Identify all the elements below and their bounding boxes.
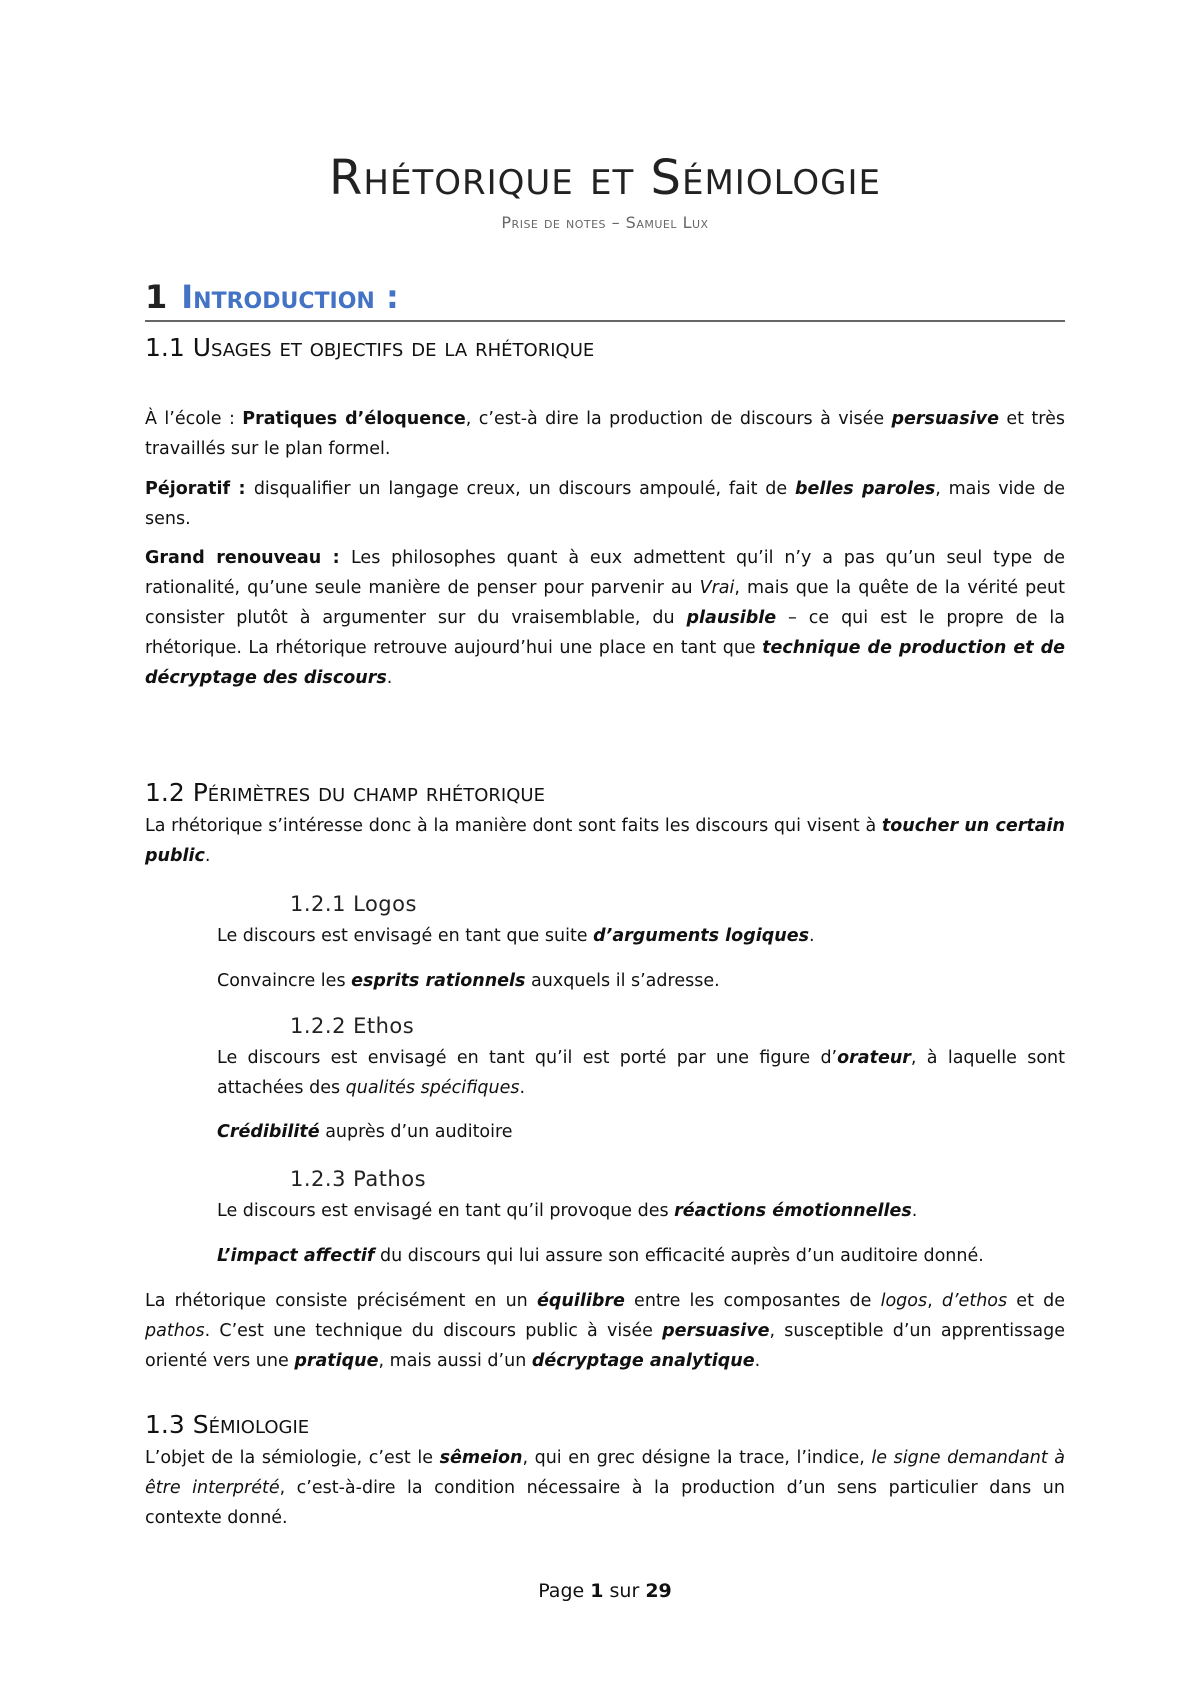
text-run: , mais vide de sens. xyxy=(145,479,1065,529)
text-run: – ce qui est le propre de la rhétorique. La rhétorique retrouve aujourd’hui une place en tant que xyxy=(145,608,1065,658)
bold-italic-run: technique de production et de décryptage des discours xyxy=(145,638,1065,688)
paragraph-ethos-2 xyxy=(217,1117,1065,1147)
bold-italic-run: plausible xyxy=(686,608,777,628)
text-run: . C’est une technique du discours public à visée xyxy=(204,1321,663,1341)
bold-italic-run: persuasive xyxy=(662,1321,770,1341)
text-run: , qui en grec désigne la trace, l’indice, xyxy=(522,1448,872,1468)
paragraph-renouveau xyxy=(145,543,1065,693)
page-total: 29 xyxy=(645,1580,672,1602)
text-run: Le discours est envisagé en tant qu’il provoque des xyxy=(217,1201,675,1221)
heading-1-2-2-ethos: 1.2.2 Ethos xyxy=(290,1014,415,1038)
heading-1-3: 1.3 Sémiologie xyxy=(145,1410,310,1439)
text-run: , susceptible d’un apprentissage orienté vers une xyxy=(145,1321,1065,1371)
footer-text: sur xyxy=(603,1580,646,1602)
bold-italic-run: L’impact affectif xyxy=(217,1246,375,1266)
bold-italic-run: décryptage analytique xyxy=(531,1351,755,1371)
text-run: . xyxy=(809,926,815,946)
paragraph-equilibre xyxy=(145,1286,1065,1376)
document-subtitle: Prise de notes – Samuel Lux xyxy=(501,213,709,232)
text-run: , c’est-à-dire la condition nécessaire à la production d’un sens particulier dans un contexte donné. xyxy=(145,1478,1065,1528)
bold-italic-run: toucher un certain public xyxy=(145,816,1065,866)
italic-run: logos xyxy=(880,1291,928,1311)
bold-italic-run: esprits rationnels xyxy=(351,971,526,991)
text-run: Le discours est envisagé en tant qu’il est porté par une figure d’ xyxy=(217,1048,838,1068)
text-run: La rhétorique s’intéresse donc à la manière dont sont faits les discours qui visent à xyxy=(145,816,882,836)
text-run: Convaincre les xyxy=(217,971,352,991)
page-footer xyxy=(145,1580,1065,1602)
text-run: disqualifier un langage creux, un discours ampoulé, fait de xyxy=(253,479,795,499)
text-run: , mais aussi d’un xyxy=(378,1351,532,1371)
text-run: et de xyxy=(1007,1291,1065,1311)
paragraph-logos-2 xyxy=(217,966,1065,996)
heading-1-text: Introduction : xyxy=(181,278,399,316)
italic-run: pathos xyxy=(145,1321,205,1341)
document-title: Rhétorique et Sémiologie xyxy=(329,150,881,206)
heading-1-number: 1 xyxy=(145,278,168,316)
text-run: . xyxy=(386,668,393,688)
bold-run: Péjoratif : xyxy=(145,479,254,499)
heading-1-introduction xyxy=(145,278,1065,322)
italic-run: qualités spécifiques xyxy=(345,1078,520,1098)
bold-italic-run: orateur xyxy=(837,1048,911,1068)
bold-italic-run: équilibre xyxy=(536,1291,625,1311)
text-run: À l’école : xyxy=(145,409,243,429)
heading-1-2: 1.2 Périmètres du champ rhétorique xyxy=(145,778,545,807)
paragraph-pathos-1 xyxy=(217,1196,1065,1226)
italic-run: Vrai xyxy=(699,578,735,598)
text-run: entre les composantes de xyxy=(624,1291,881,1311)
text-run: , mais que la quête de la vérité peut consister plutôt à argumenter sur du vraisemblable, du xyxy=(145,578,1065,628)
text-run: . xyxy=(754,1351,761,1371)
bold-italic-run: Crédibilité xyxy=(217,1122,320,1142)
bold-run: Grand renouveau : xyxy=(145,548,351,568)
bold-italic-run: d’arguments logiques xyxy=(593,926,809,946)
bold-italic-run: belles paroles xyxy=(794,479,936,499)
text-run: , c’est-à dire la production de discours à visée xyxy=(465,409,892,429)
text-run: . xyxy=(204,846,211,866)
text-run: . xyxy=(911,1201,918,1221)
italic-run: d’ethos xyxy=(941,1291,1008,1311)
bold-italic-run: pratique xyxy=(294,1351,379,1371)
paragraph-ecole xyxy=(145,404,1065,464)
text-run: auxquels il s’adresse. xyxy=(525,971,720,991)
text-run: Les philosophes quant à eux admettent qu’il n’y a pas qu’un seul type de rationalité, qu’une seule manière de penser pour parvenir au xyxy=(145,548,1065,598)
text-run: , xyxy=(927,1291,942,1311)
paragraph-ethos-1 xyxy=(217,1043,1065,1103)
text-run: du discours qui lui assure son efficacité auprès d’un auditoire donné. xyxy=(374,1246,984,1266)
bold-italic-run: réactions émotionnelles xyxy=(674,1201,912,1221)
paragraph-perimetre xyxy=(145,811,1065,871)
page-number: 1 xyxy=(590,1580,604,1602)
text-run: Le discours est envisagé en tant que suite xyxy=(217,926,594,946)
bold-italic-run: persuasive xyxy=(891,409,999,429)
italic-run: le signe demandant à être interprété xyxy=(145,1448,1066,1498)
text-run: L’objet de la sémiologie, c’est le xyxy=(145,1448,440,1468)
paragraph-pathos-2 xyxy=(217,1241,1065,1271)
bold-run: Pratiques d’éloquence xyxy=(242,409,466,429)
heading-1-2-1-logos: 1.2.1 Logos xyxy=(290,892,417,916)
text-run: La rhétorique consiste précisément en un xyxy=(145,1291,537,1311)
text-run: auprès d’un auditoire xyxy=(319,1122,513,1142)
bold-italic-run: sêmeion xyxy=(439,1448,523,1468)
paragraph-semiologie xyxy=(145,1443,1065,1533)
heading-1-1: 1.1 Usages et objectifs de la rhétorique xyxy=(145,333,595,362)
paragraph-logos-1 xyxy=(217,921,1065,951)
text-run: . xyxy=(519,1078,526,1098)
heading-1-2-3-pathos: 1.2.3 Pathos xyxy=(290,1167,427,1191)
text-run: , à laquelle sont attachées des xyxy=(217,1048,1065,1098)
text-run: et très travaillés sur le plan formel. xyxy=(145,409,1065,459)
paragraph-pejoratif xyxy=(145,474,1065,534)
footer-text: Page xyxy=(538,1580,591,1602)
